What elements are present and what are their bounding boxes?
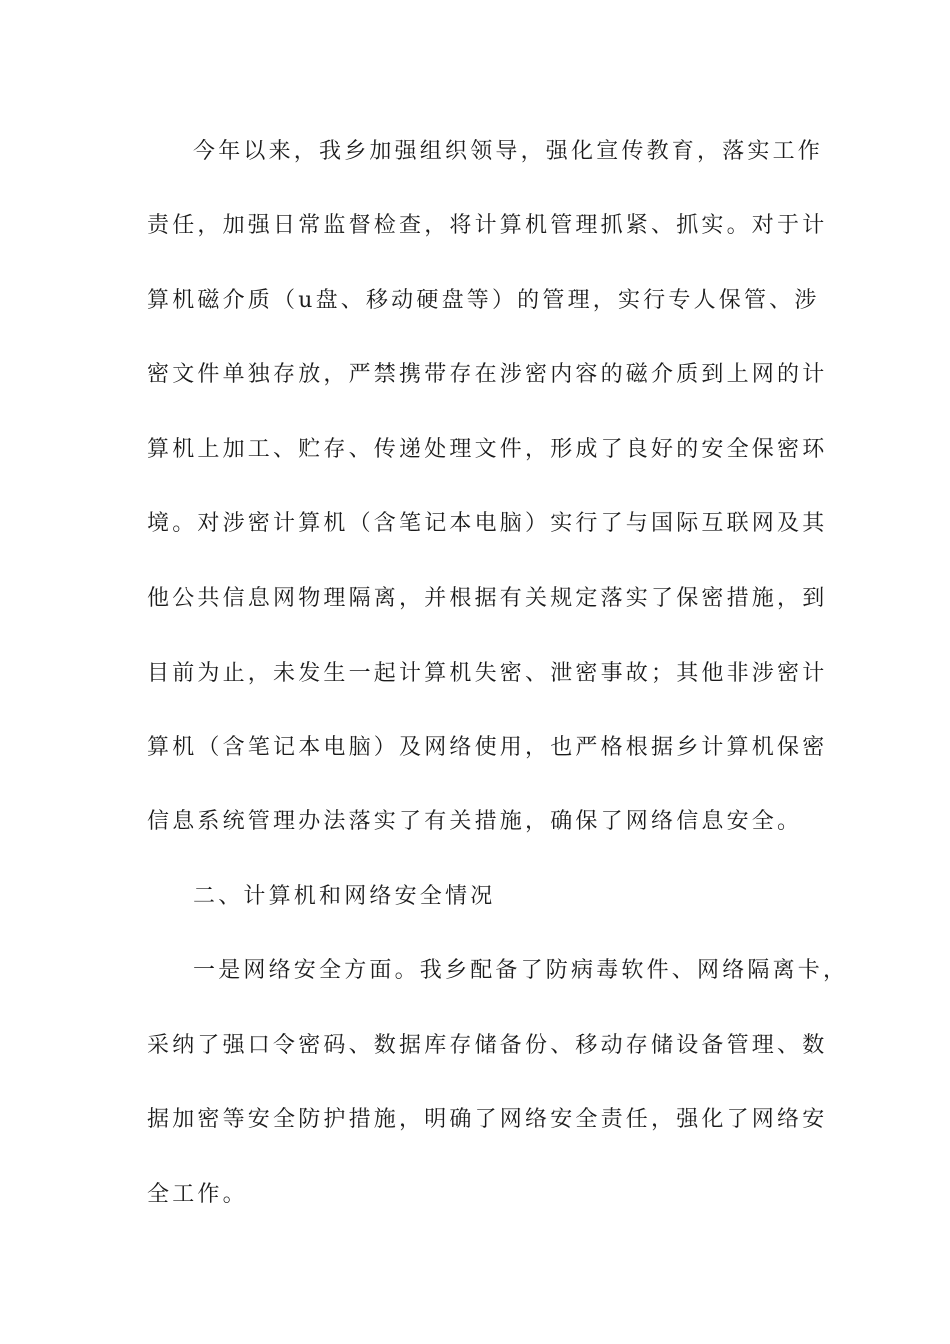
paragraph-1-line-9: 算机（含笔记本电脑）及网络使用，也严格根据乡计算机保密	[147, 735, 828, 760]
paragraph-1-line-5: 算机上加工、贮存、传递处理文件，形成了良好的安全保密环	[147, 437, 828, 462]
paragraph-1-line-2: 责任，加强日常监督检查，将计算机管理抓紧、抓实。对于计	[147, 213, 828, 238]
paragraph-1-line-6: 境。对涉密计算机（含笔记本电脑）实行了与国际互联网及其	[147, 511, 828, 536]
paragraph-1-line-3: 算机磁介质（u盘、移动硬盘等）的管理，实行专人保管、涉	[147, 288, 820, 313]
paragraph-1-line-8: 目前为止，未发生一起计算机失密、泄密事故；其他非涉密计	[147, 661, 828, 686]
paragraph-1-line-1: 今年以来，我乡加强组织领导，强化宣传教育，落实工作	[193, 139, 824, 164]
paragraph-1-line-10: 信息系统管理办法落实了有关措施，确保了网络信息安全。	[147, 809, 803, 834]
paragraph-3-line-4: 全工作。	[147, 1182, 248, 1207]
paragraph-3-line-3: 据加密等安全防护措施，明确了网络安全责任，强化了网络安	[147, 1107, 828, 1132]
paragraph-1-line-7: 他公共信息网物理隔离，并根据有关规定落实了保密措施，到	[147, 586, 828, 611]
section-heading: 二、计算机和网络安全情况	[193, 884, 496, 909]
paragraph-3-line-1: 一是网络安全方面。我乡配备了防病毒软件、网络隔离卡，	[193, 958, 849, 983]
paragraph-1-line-4: 密文件单独存放，严禁携带存在涉密内容的磁介质到上网的计	[147, 362, 828, 387]
paragraph-3-line-2: 采纳了强口令密码、数据库存储备份、移动存储设备管理、数	[147, 1033, 828, 1058]
